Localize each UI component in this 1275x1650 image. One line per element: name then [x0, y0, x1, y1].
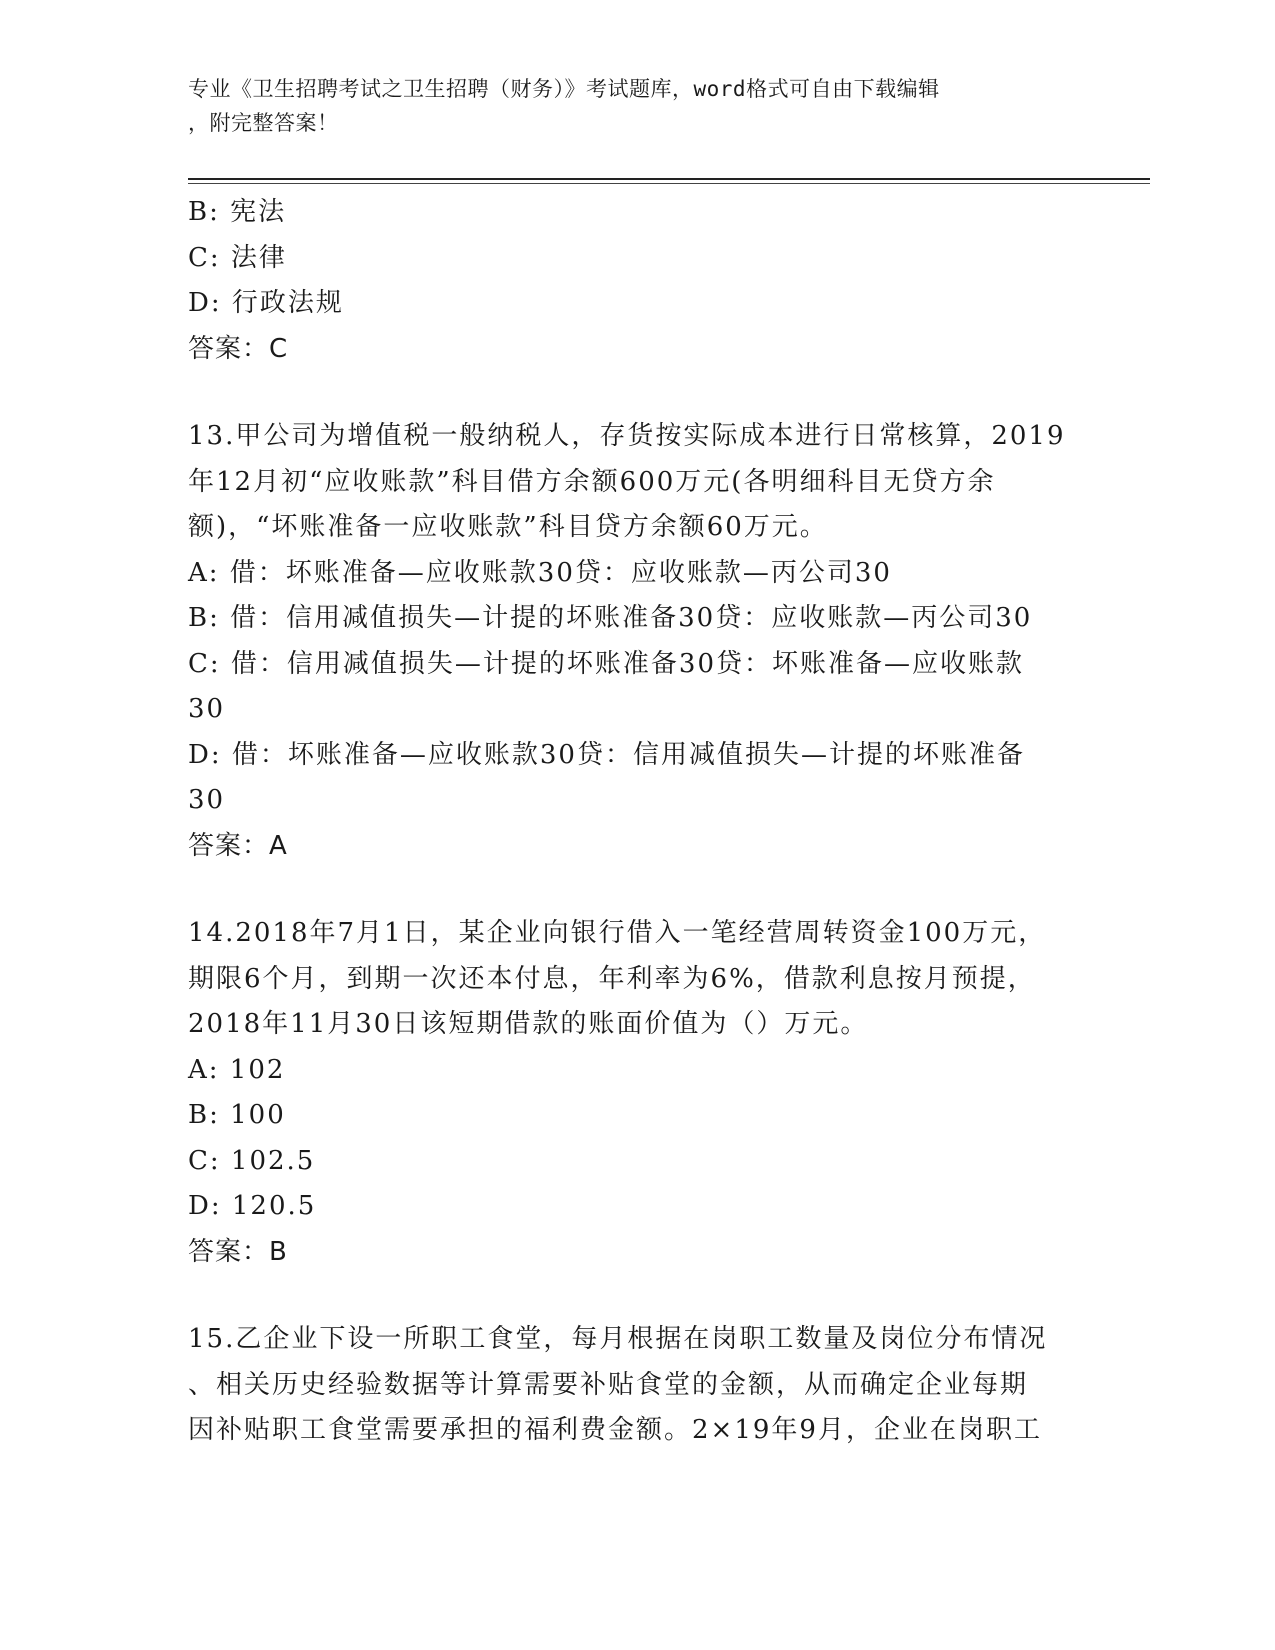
document-header [188, 72, 1068, 140]
option-b: B: 借：信用减值损失—计提的坏账准备30贷：应收账款—丙公司30 [188, 603, 1033, 633]
option-d: D: 借：坏账准备—应收账款30贷：信用减值损失—计提的坏账准备 [188, 739, 1025, 770]
question-stem-line: 因补贴职工食堂需要承担的福利费金额。2×19年9月，企业在岗职工 [188, 1415, 1042, 1445]
option-c: C: 借：信用减值损失—计提的坏账准备30贷：坏账准备—应收账款 [188, 648, 1025, 679]
option-a: A: 102 [188, 1054, 286, 1085]
option-b: B: 宪法 [188, 197, 287, 227]
answer: 答案：B [188, 1236, 288, 1267]
question-15 [188, 1317, 1088, 1454]
option-c: C: 102.5 [188, 1145, 316, 1176]
answer: 答案：A [188, 830, 288, 861]
question-stem-line: 年12月初“应收账款”科目借方余额600万元(各明细科目无贷方余 [188, 466, 996, 497]
option-d-continued: 30 [188, 785, 226, 815]
question-stem-line: 期限6个月，到期一次还本付息，年利率为6%，借款利息按月预提， [188, 963, 1036, 994]
spacer [188, 372, 1088, 414]
question-stem-line: 14.2018年7月1日，某企业向银行借入一笔经营周转资金100万元， [188, 918, 1047, 948]
option-c-continued: 30 [188, 694, 226, 724]
option-d: D: 120.5 [188, 1191, 317, 1221]
header-divider-thin [188, 183, 1150, 184]
header-line-2: ，附完整答案！ [188, 111, 339, 135]
question-12 [188, 190, 1088, 372]
spacer [188, 869, 1088, 911]
question-13 [188, 414, 1088, 869]
option-c: C: 法律 [188, 242, 287, 273]
question-stem-line: 、相关历史经验数据等计算需要补贴食堂的金额，从而确定企业每期 [188, 1369, 1029, 1400]
option-d: D: 行政法规 [188, 288, 344, 318]
header-divider-thick [188, 178, 1150, 180]
answer: 答案：C [188, 333, 289, 364]
document-body [188, 190, 1088, 1454]
spacer [188, 1275, 1088, 1317]
question-stem-line: 2018年11月30日该短期借款的账面价值为（）万元。 [188, 1009, 869, 1039]
header-line-1: 专业《卫生招聘考试之卫生招聘（财务）》考试题库，word格式可自由下载编辑 [188, 77, 940, 101]
option-a: A: 借：坏账准备—应收账款30贷：应收账款—丙公司30 [188, 557, 892, 588]
question-stem-line: 15.乙企业下设一所职工食堂，每月根据在岗职工数量及岗位分布情况 [188, 1324, 1048, 1354]
question-stem-line: 13.甲公司为增值税一般纳税人，存货按实际成本进行日常核算，2019 [188, 421, 1066, 451]
question-14 [188, 911, 1088, 1275]
option-b: B: 100 [188, 1100, 286, 1130]
question-stem-line: 额)，“坏账准备一应收账款”科目贷方余额60万元。 [188, 512, 828, 542]
